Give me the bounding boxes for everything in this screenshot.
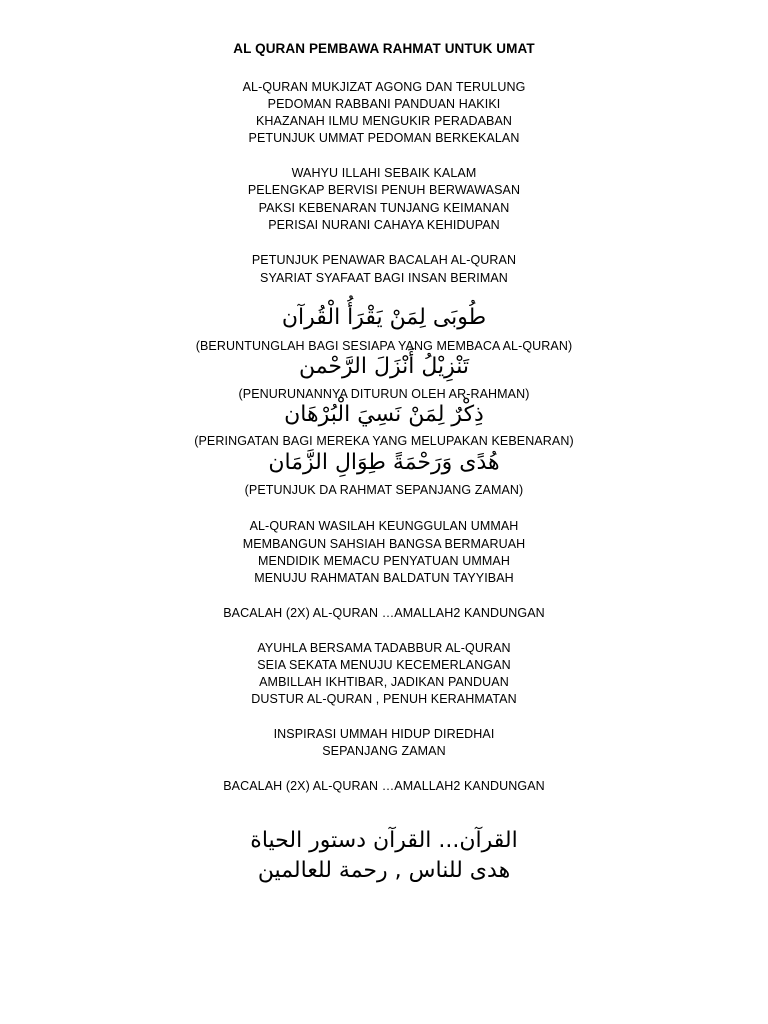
verse-1-arabic: طُوبَى لِمَنْ يَقْرَأُ الْقُرآن [281, 305, 487, 330]
verse-4-arabic: هُدًى وَرَحْمَةً طِوَالِ الزَّمَان [268, 450, 500, 475]
stanza1-line-4: PETUNJUK UMMAT PEDOMAN BERKEKALAN [248, 131, 520, 145]
closing-arabic-line-2: هدى للناس , رحمة للعالمين [257, 858, 511, 883]
stanza6-line-2: SEPANJANG ZAMAN [322, 744, 446, 758]
stanza5-line-3: AMBILLAH IKHTIBAR, JADIKAN PANDUAN [259, 675, 509, 689]
verse-1-translation: (BERUNTUNGLAH BAGI SESIAPA YANG MEMBACA AL-QURAN) [195, 339, 573, 353]
chorus-line-1: BACALAH (2X) AL-QURAN …AMALLAH2 KANDUNGAN [223, 606, 545, 620]
stanza5-line-2: SEIA SEKATA MENUJU KECEMERLANGAN [257, 658, 511, 672]
closing-arabic-line-1: القرآن... القرآن دستور الحياة [250, 828, 518, 853]
verse-4-translation: (PETUNJUK DA RAHMAT SEPANJANG ZAMAN) [244, 483, 524, 497]
verse-2-translation: (PENURUNANNYA DITURUN OLEH AR-RAHMAN) [238, 387, 530, 401]
chorus-line-2: BACALAH (2X) AL-QURAN …AMALLAH2 KANDUNGAN [223, 779, 545, 793]
page-title: AL QURAN PEMBAWA RAHMAT UNTUK UMAT [233, 41, 535, 56]
stanza2-line-4: PERISAI NURANI CAHAYA KEHIDUPAN [268, 218, 500, 232]
verse-2-arabic: تَنْزِيْلُ أَنْزَلَ الرَّحْمن [298, 354, 470, 379]
stanza3-line-2: SYARIAT SYAFAAT BAGI INSAN BERIMAN [260, 271, 508, 285]
stanza4-line-1: AL-QURAN WASILAH KEUNGGULAN UMMAH [249, 519, 519, 533]
stanza2-line-3: PAKSI KEBENARAN TUNJANG KEIMANAN [258, 201, 510, 215]
verse-3-arabic: ذِكْرٌ لِمَنْ نَسِيَ الْبُرْهَان [284, 402, 484, 427]
stanza5-line-1: AYUHLA BERSAMA TADABBUR AL-QURAN [257, 641, 511, 655]
stanza1-line-3: KHAZANAH ILMU MENGUKIR PERADABAN [255, 114, 513, 128]
stanza2-line-1: WAHYU ILLAHI SEBAIK KALAM [291, 166, 477, 180]
stanza4-line-2: MEMBANGUN SAHSIAH BANGSA BERMARUAH [242, 537, 526, 551]
stanza5-line-4: DUSTUR AL-QURAN , PENUH KERAHMATAN [251, 692, 517, 706]
stanza4-line-3: MENDIDIK MEMACU PENYATUAN UMMAH [258, 554, 510, 568]
stanza6-line-1: INSPIRASI UMMAH HIDUP DIREDHAI [273, 727, 495, 741]
verse-3-translation: (PERINGATAN BAGI MEREKA YANG MELUPAKAN KEBENARAN) [194, 434, 574, 448]
stanza1-line-1: AL-QURAN MUKJIZAT AGONG DAN TERULUNG [242, 80, 526, 94]
stanza3-line-1: PETUNJUK PENAWAR BACALAH AL-QURAN [251, 253, 517, 267]
stanza2-line-2: PELENGKAP BERVISI PENUH BERWAWASAN [247, 183, 521, 197]
stanza4-line-4: MENUJU RAHMATAN BALDATUN TAYYIBAH [254, 571, 514, 585]
stanza1-line-2: PEDOMAN RABBANI PANDUAN HAKIKI [267, 97, 501, 111]
